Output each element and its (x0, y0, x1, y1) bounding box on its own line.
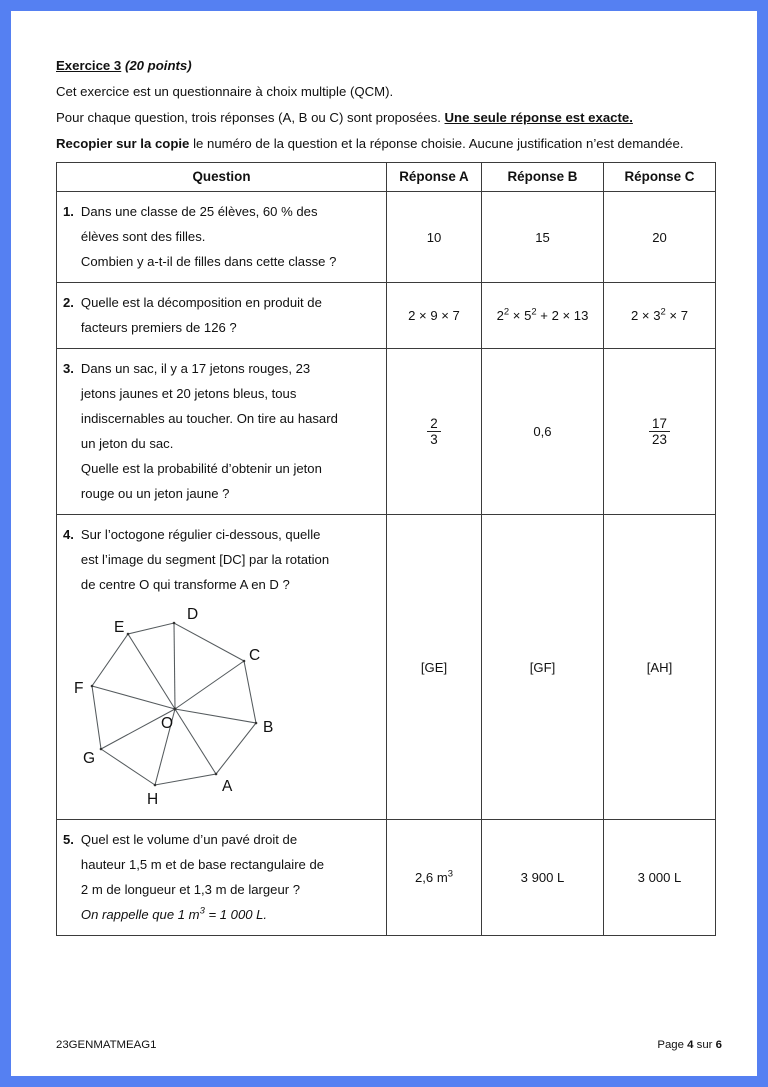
exercise-line-2 (56, 108, 722, 127)
column-header-reponse-a: Réponse A (387, 163, 482, 192)
qcm-table (56, 162, 716, 936)
question-number-3: 3. (63, 361, 74, 376)
octagon-figure (63, 601, 379, 809)
page-sheet (11, 11, 757, 1076)
answer-b-2-exp1: 2 (503, 305, 510, 317)
answer-a-2[interactable]: 2 × 9 × 7 (387, 283, 482, 349)
footer-page-middle: sur (696, 1039, 713, 1051)
answer-c-2-exp: 2 (660, 305, 666, 317)
fraction-two-thirds (427, 416, 440, 447)
radius-OB (175, 709, 256, 723)
vertex-label-A: A (222, 778, 233, 795)
vertex-dot-H (154, 784, 157, 787)
question-line: Combien y a-t-il de filles dans cette classe ? (80, 254, 337, 269)
question-number-5: 5. (63, 832, 74, 847)
question-line: hauteur 1,5 m et de base rectangulaire de (80, 857, 325, 872)
column-header-question: Question (57, 163, 387, 192)
question-line: facteurs premiers de 126 ? (80, 320, 237, 335)
question-text-4 (81, 522, 379, 597)
footer-pagination (657, 1039, 722, 1051)
question-number-2: 2. (63, 295, 74, 310)
answer-a-5-exp: 3 (447, 867, 453, 879)
question-line: Quelle est la probabilité d’obtenir un jeton (80, 461, 322, 476)
vertex-label-B: B (263, 719, 274, 736)
table-header-row (57, 163, 716, 192)
exercise-line-3-rest: le numéro de la question et la réponse choisie. Aucune justification n’est demandée. (193, 136, 684, 151)
question-text-3 (81, 356, 379, 506)
answer-a-1[interactable]: 10 (387, 192, 482, 283)
vertex-label-D: D (187, 606, 199, 623)
center-label-O: O (161, 715, 174, 732)
answer-b-2-base1: 2 (496, 308, 504, 323)
note-tail: = 1 000 L. (204, 907, 268, 922)
exercise-title-line (56, 56, 722, 75)
question-number-1: 1. (63, 204, 74, 219)
question-line: un jeton du sac. (80, 436, 174, 451)
exercise-line-3-bold: Recopier sur la copie (56, 136, 190, 151)
column-header-reponse-c: Réponse C (604, 163, 716, 192)
exercise-intro (56, 56, 722, 153)
answer-c-5[interactable]: 3 000 L (604, 820, 716, 936)
question-line: indiscernables au toucher. On tire au hasard (80, 411, 338, 426)
fraction-numerator: 17 (652, 416, 667, 431)
vertex-label-G: G (83, 750, 96, 767)
vertex-dot-O (174, 708, 177, 711)
vertex-dot-B (255, 722, 258, 725)
fraction-numerator: 2 (430, 416, 438, 431)
answer-b-4[interactable]: [GF] (482, 515, 604, 820)
question-cell-1 (57, 192, 387, 283)
exercise-line-2-emphasis: Une seule réponse est exacte. (444, 110, 633, 125)
vertex-label-C: C (249, 647, 261, 664)
question-line: de centre O qui transforme A en D ? (80, 577, 290, 592)
answer-b-3[interactable]: 0,6 (482, 349, 604, 515)
note-exponent: 3 (199, 904, 205, 916)
answer-a-4[interactable]: [GE] (387, 515, 482, 820)
column-header-reponse-b: Réponse B (482, 163, 604, 192)
answer-b-1[interactable]: 15 (482, 192, 604, 283)
answer-c-2[interactable] (604, 283, 716, 349)
question-number-4: 4. (63, 527, 74, 542)
fraction-denominator: 23 (649, 431, 670, 447)
vertex-label-H: H (147, 791, 159, 808)
footer-code: 23GENMATMEAG1 (56, 1039, 157, 1051)
answer-c-2-lead: 2 × (631, 308, 654, 323)
table-row (57, 283, 716, 349)
answer-b-2-tail: + 2 × 13 (536, 308, 589, 323)
exercise-line-1: Cet exercice est un questionnaire à choix multiple (QCM). (56, 84, 394, 99)
question-cell-2 (57, 283, 387, 349)
vertex-dot-A (215, 773, 218, 776)
question-cell-5 (57, 820, 387, 936)
footer-page-prefix: Page (657, 1039, 684, 1051)
answer-a-5[interactable] (387, 820, 482, 936)
answer-c-3[interactable] (604, 349, 716, 515)
answer-b-2-mid: × (509, 308, 525, 323)
footer-page-total: 6 (715, 1039, 722, 1051)
vertex-dot-F (91, 685, 94, 688)
page-content (56, 56, 722, 1031)
question-line: Quel est le volume d’un pavé droit de (80, 832, 298, 847)
answer-c-2-base: 3 (653, 308, 661, 323)
radius-OD (174, 623, 175, 709)
answer-c-1[interactable]: 20 (604, 192, 716, 283)
question-text-5 (81, 827, 379, 927)
vertex-dot-G (100, 748, 103, 751)
exercise-title: Exercice 3 (56, 58, 122, 73)
vertex-label-E: E (114, 619, 125, 636)
question-text-2 (81, 290, 379, 340)
question-note-5 (81, 902, 379, 927)
radius-OA (175, 709, 216, 774)
question-line: élèves sont des filles. (80, 229, 206, 244)
vertex-dot-E (127, 633, 130, 636)
answer-b-2-base2: 5 (524, 308, 532, 323)
table-row (57, 820, 716, 936)
radius-OC (175, 661, 244, 709)
question-line: Dans une classe de 25 élèves, 60 % des (80, 204, 318, 219)
question-line: Sur l’octogone régulier ci-dessous, quelle (80, 527, 321, 542)
table-row (57, 192, 716, 283)
vertex-label-F: F (74, 680, 84, 697)
question-line: est l’image du segment [DC] par la rotation (80, 552, 330, 567)
answer-a-5-lead: 2,6 m (415, 870, 448, 885)
answer-c-4[interactable]: [AH] (604, 515, 716, 820)
question-cell-4 (57, 515, 387, 820)
fraction-seventeen-twentythirds (649, 416, 670, 447)
exercise-line-3 (56, 134, 722, 153)
question-line: Dans un sac, il y a 17 jetons rouges, 23 (80, 361, 311, 376)
answer-c-2-tail: × 7 (665, 308, 688, 323)
page-footer (56, 1039, 722, 1051)
fraction-denominator: 3 (427, 431, 440, 447)
question-line: 2 m de longueur et 1,3 m de largeur ? (80, 882, 301, 897)
answer-b-5[interactable]: 3 900 L (482, 820, 604, 936)
vertex-dot-C (243, 660, 246, 663)
footer-page-number: 4 (687, 1039, 694, 1051)
question-line: jetons jaunes et 20 jetons bleus, tous (80, 386, 297, 401)
octagon-svg (63, 601, 381, 809)
question-line: Quelle est la décomposition en produit de (80, 295, 322, 310)
exercise-points: (20 points) (124, 58, 192, 73)
vertex-dot-D (173, 622, 176, 625)
question-cell-3 (57, 349, 387, 515)
answer-a-3[interactable] (387, 349, 482, 515)
answer-b-2[interactable] (482, 283, 604, 349)
question-line: rouge ou un jeton jaune ? (80, 486, 230, 501)
answer-b-2-exp2: 2 (531, 305, 537, 317)
table-row (57, 515, 716, 820)
table-row (57, 349, 716, 515)
question-text-1 (81, 199, 379, 274)
exercise-line-2-plain: Pour chaque question, trois réponses (A, B ou C) sont proposées. (56, 110, 441, 125)
note-lead: On rappelle que 1 m (80, 907, 200, 922)
